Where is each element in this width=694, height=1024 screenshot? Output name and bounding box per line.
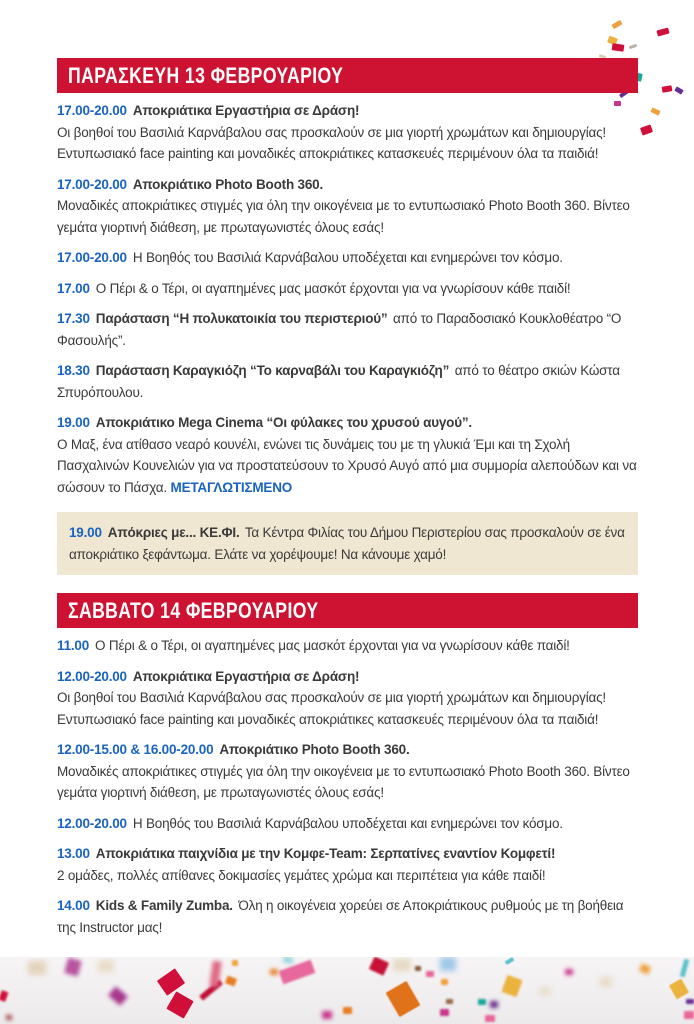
confetti-piece [612,43,625,52]
confetti-piece [386,981,421,1017]
event-time: 12.00-20.00 [57,668,127,684]
event-time: 13.00 [57,846,90,861]
event-item [57,635,638,657]
event-text: από το Παραδοσιακό Κουκλοθέατρο “Ο Φασουλής”. [57,311,622,348]
event-description [57,434,638,499]
confetti-piece [322,1011,332,1019]
event-item [57,308,638,351]
event-item [57,247,638,269]
event-title: Αποκριάτικο Photo Booth 360. [132,176,324,192]
event-item [57,813,638,835]
event-text: Όλη η οικογένεια χορεύει σε Αποκριάτικους ρυθμούς με τη βοήθεια της Instructor μας! [57,898,624,935]
event-description [57,687,638,730]
event-description [57,865,638,887]
confetti-piece [283,957,294,964]
confetti-piece [157,968,185,995]
confetti-footer [0,957,694,1024]
confetti-piece [166,991,193,1018]
event-title: Απόκριες με... ΚΕ.ΦΙ. [107,525,240,540]
section-friday [57,58,638,575]
event-title: Αποκριάτικο Mega Cinema “Οι φύλακες του χρυσού αυγού”. [95,415,472,430]
event-title: Kids & Family Zumba. [95,898,233,913]
event-title: Αποκριάτικα παιχνίδια με την Κομφε-Team: Σερπατίνες εναντίον Κομφετί! [95,846,556,861]
confetti-piece [684,1011,694,1019]
event-description-text: Οι βοηθοί του Βασιλιά Καρνάβαλου σας προσκαλούν σε μια γιορτή χρωμάτων και δημιουργίας! Εντυπωσιακό face painting και μοναδικές αποκριάτικες κατασκευές περιμένουν όλα τα παιδιά! [57,690,606,727]
dubbed-tag: ΜΕΤΑΓΛΩΤΙΣΜΕΝΟ [170,479,293,495]
event-text: Ο Πέρι & ο Τέρι, οι αγαπημένες μας μασκότ έρχονται για να γνωρίσουν κάθε παιδί! [95,280,571,296]
confetti-piece [6,1015,12,1020]
event-time: 18.30 [57,363,90,378]
event-title: Αποκριάτικα Εργαστήρια σε Δράση! [132,668,360,684]
event-description [57,195,638,238]
event-time: 19.00 [57,415,90,430]
confetti-piece [639,964,651,975]
confetti-piece [108,986,128,1005]
event-item [57,895,638,938]
confetti-piece [505,957,515,965]
confetti-piece [440,1009,449,1016]
confetti-piece [650,107,660,115]
section-saturday [57,593,638,938]
event-item [57,739,638,804]
event-time: 17.00-20.00 [57,250,127,265]
confetti-piece [501,975,522,997]
confetti-piece [0,990,8,1002]
event-description-text: Ο Μαξ, ένα ατίθασο νεαρό κουνέλι, ενώνει τις δυνάμεις του με τη γλυκιά Έμι και τη Σχολή Πασχαλινών Κουνελιών για να προστατεύσουν το Χρυσό Αυγό από μια συμμορία αλεπούδων και να σώσουν το Πάσχα. [57,436,637,495]
confetti-piece [440,957,456,971]
event-description [57,122,638,165]
confetti-piece [669,979,689,1000]
confetti-piece [686,999,694,1004]
confetti-piece [640,124,653,135]
event-item [57,360,638,403]
confetti-piece [629,44,638,50]
confetti-piece [490,1001,498,1008]
event-text: Η Βοηθός του Βασιλιά Καρνάβαλου υποδέχεται και ενημερώνει τον κόσμο. [132,815,563,831]
event-text: Τα Κέντρα Φιλίας του Δήμου Περιστερίου σας προσκαλούν σε ένα αποκριάτικο ξεφάντωμα. Ελάτε να χορέψουμε! Να κάνουμε χαμό! [69,525,625,562]
confetti-piece [343,1007,352,1014]
event-item [57,174,638,239]
event-time: 17.00-20.00 [57,176,127,192]
event-item [57,278,638,300]
event-title: Παράσταση Καραγκιόζη “Το καρναβάλι του Καραγκιόζη” [95,363,450,378]
event-time: 17.30 [57,311,90,326]
event-time: 14.00 [57,898,90,913]
confetti-piece [540,987,550,995]
confetti-piece [415,966,421,971]
section-header-text: ΣΑΒΒΑΤΟ 14 ΦΕΒΡΟΥΑΡΙΟΥ [68,597,319,623]
section-header-text: ΠΑΡΑΣΚΕΥΗ 13 ΦΕΒΡΟΥΑΡΙΟΥ [68,62,344,88]
confetti-piece [232,960,238,966]
confetti-piece [485,1015,495,1022]
event-description [57,761,638,804]
event-time: 12.00-20.00 [57,815,127,831]
confetti-piece [441,979,448,985]
event-text: Η Βοηθός του Βασιλιά Καρνάβαλου υποδέχεται και ενημερώνει τον κόσμο. [132,250,563,265]
confetti-piece [674,86,683,94]
confetti-piece [680,959,689,978]
confetti-piece [98,960,114,972]
confetti-piece [565,969,573,975]
event-text: Ο Πέρι & ο Τέρι, οι αγαπημένες μας μασκότ έρχονται για να γνωρίσουν κάθε παιδί! [95,638,570,653]
event-description-text: Μοναδικές αποκριάτικες στιγμές για όλη την οικογένεια με το εντυπωσιακό Photo Booth 360. Βίντεο γεμάτα γιορτινή διάθεση, με πρωταγωνιστές όλους εσάς! [57,198,630,235]
confetti-piece [225,976,237,987]
confetti-piece [279,960,316,985]
confetti-piece [611,20,622,29]
event-time: 11.00 [57,638,90,653]
event-title: Αποκριάτικα Εργαστήρια σε Δράση! [132,103,360,118]
section-header-saturday [57,593,638,628]
confetti-piece [426,971,434,977]
section-header-friday [57,58,638,93]
confetti-piece [270,969,278,975]
confetti-piece [28,961,46,975]
confetti-piece [64,957,82,976]
event-title: Αποκριάτικο Photo Booth 360. [219,742,410,757]
event-time: 12.00-15.00 & 16.00-20.00 [57,742,214,757]
event-item-highlighted [57,512,638,575]
event-item [57,100,638,165]
event-item [57,843,638,886]
confetti-piece [662,85,673,93]
confetti-piece [369,957,389,976]
event-item [57,412,638,498]
event-item [57,666,638,731]
event-description-text: Οι βοηθοί του Βασιλιά Καρνάβαλου σας προσκαλούν σε μια γιορτή χρωμάτων και δημιουργίας! Εντυπωσιακό face painting και μοναδικές αποκριάτικες κατασκευές περιμένουν όλα τα παιδιά! [57,124,606,161]
event-title: Παράσταση “Η πολυκατοικία του περιστεριού” [95,311,388,326]
event-time: 19.00 [69,525,102,540]
program-content [57,58,638,947]
confetti-piece [478,999,486,1005]
confetti-piece [656,28,669,37]
event-time: 17.00 [57,280,90,296]
event-description-text: 2 ομάδες, πολλές απίθανες δοκιμασίες γεμάτες χρώμα και περιπέτεια για κάθε παιδί! [57,867,546,883]
event-description-text: Μοναδικές αποκριάτικες στιγμές για όλη την οικογένεια με το εντυπωσιακό Photo Booth 360. Βίντεο γεμάτα γιορτινή διάθεση, με πρωταγωνιστές όλους εσάς! [57,763,630,800]
event-text: από το θέατρο σκιών Κώστα Σπυρόπουλου. [57,363,620,400]
confetti-piece [393,959,411,971]
confetti-piece [446,999,453,1004]
confetti-piece [600,977,612,987]
event-time: 17.00-20.00 [57,103,127,118]
